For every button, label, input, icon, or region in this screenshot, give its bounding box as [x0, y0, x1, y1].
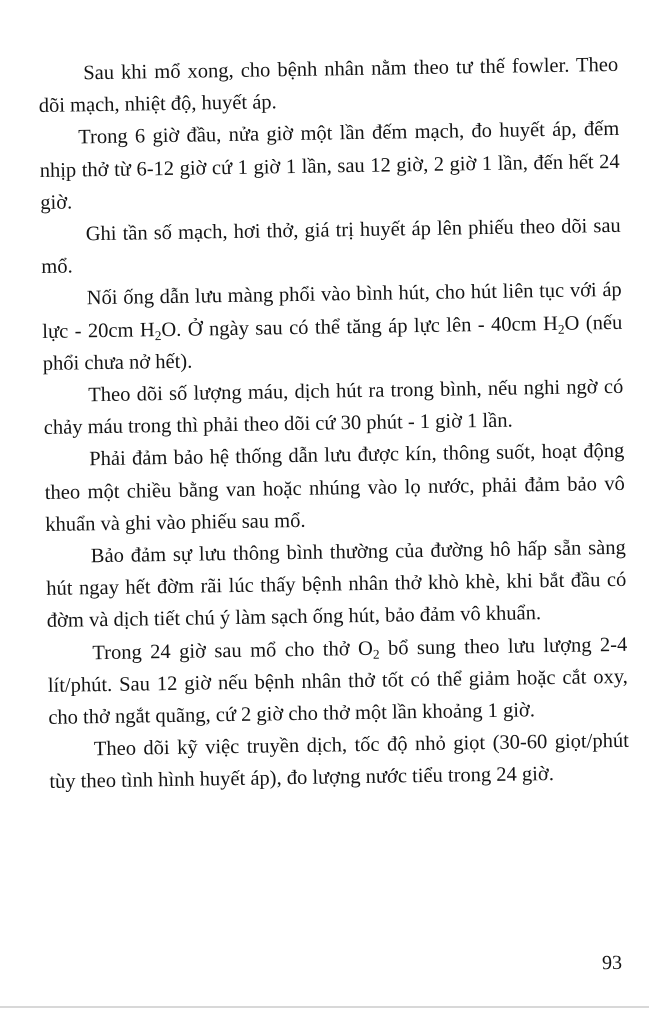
- subscript-2: 2: [557, 321, 565, 337]
- body-text: [38, 49, 630, 799]
- paragraph-positioning: Sau khi mổ xong, cho bệnh nhân nằm theo tư thế fowler. Theo dõi mạch, nhiệt độ, huyết áp.: [38, 53, 619, 118]
- paragraph-drainage-system: Phải đảm bảo hệ thống dẫn lưu được kín, thông suốt, hoạt động theo một chiều bằng van hoặc nhúng vào lọ nước, phải đảm bảo vô khuẩn và ghi vào phiếu sau mổ.: [44, 440, 625, 536]
- page-number: 93: [601, 951, 623, 975]
- oxygen-text-start: Trong 24 giờ sau mổ cho thở O: [92, 637, 374, 664]
- paragraph-record-vitals: Ghi tần số mạch, hơi thở, giá trị huyết áp lên phiếu theo dõi sau mổ.: [41, 214, 621, 279]
- paragraph-blood-monitoring: Theo dõi số lượng máu, dịch hút ra trong bình, nếu nghi ngờ có chảy máu trong thì phải theo dõi cứ 30 phút - 1 giờ 1 lần.: [43, 375, 624, 440]
- paragraph-vital-signs-schedule: Trong 6 giờ đầu, nửa giờ một lần đếm mạch, đo huyết áp, đếm nhịp thở từ 6-12 giờ cứ 1 giờ 1 lần, sau 12 giờ, 2 giờ 1 lần, đến hết 24 giờ.: [39, 118, 620, 214]
- drainage-text-middle: O. Ở ngày sau có thể tăng áp lực lên - 40cm H: [161, 312, 559, 341]
- scan-edge-divider: [0, 1006, 649, 1008]
- paragraph-oxygen: [47, 628, 628, 734]
- paragraph-infusion: Theo dõi kỹ việc truyền dịch, tốc độ nhỏ giọt (30-60 giọt/phút tùy theo tình hình huyết áp), đo lượng nước tiểu trong 24 giờ.: [49, 730, 629, 794]
- subscript-2: 2: [154, 327, 162, 343]
- drainage-text-start: Nối ống dẫn lưu màng phổi vào bình hút, cho hút liên tục với áp lực - 20cm H: [42, 279, 622, 343]
- paragraph-pleural-drainage: [42, 274, 623, 380]
- paragraph-airway: Bảo đảm sự lưu thông bình thường của đường hô hấp sẵn sàng hút ngay hết đờm rãi lúc thấy bệnh nhân thở khò khè, khi bắt đầu có đờm và dịch tiết chú ý làm sạch ống hút, bảo đảm vô khuẩn.: [46, 536, 627, 633]
- oxygen-text-end: bổ sung theo lưu lượng 2-4 lít/phút. Sau 12 giờ nếu bệnh nhân thở tốt có thể giảm hoặc cắt oxy, cho thở ngắt quãng, cứ 2 giờ cho thở một lần khoảng 1 giờ.: [47, 633, 628, 729]
- drainage-text-end: O (nếu phổi chưa nở hết).: [42, 311, 623, 375]
- subscript-2: 2: [372, 646, 380, 662]
